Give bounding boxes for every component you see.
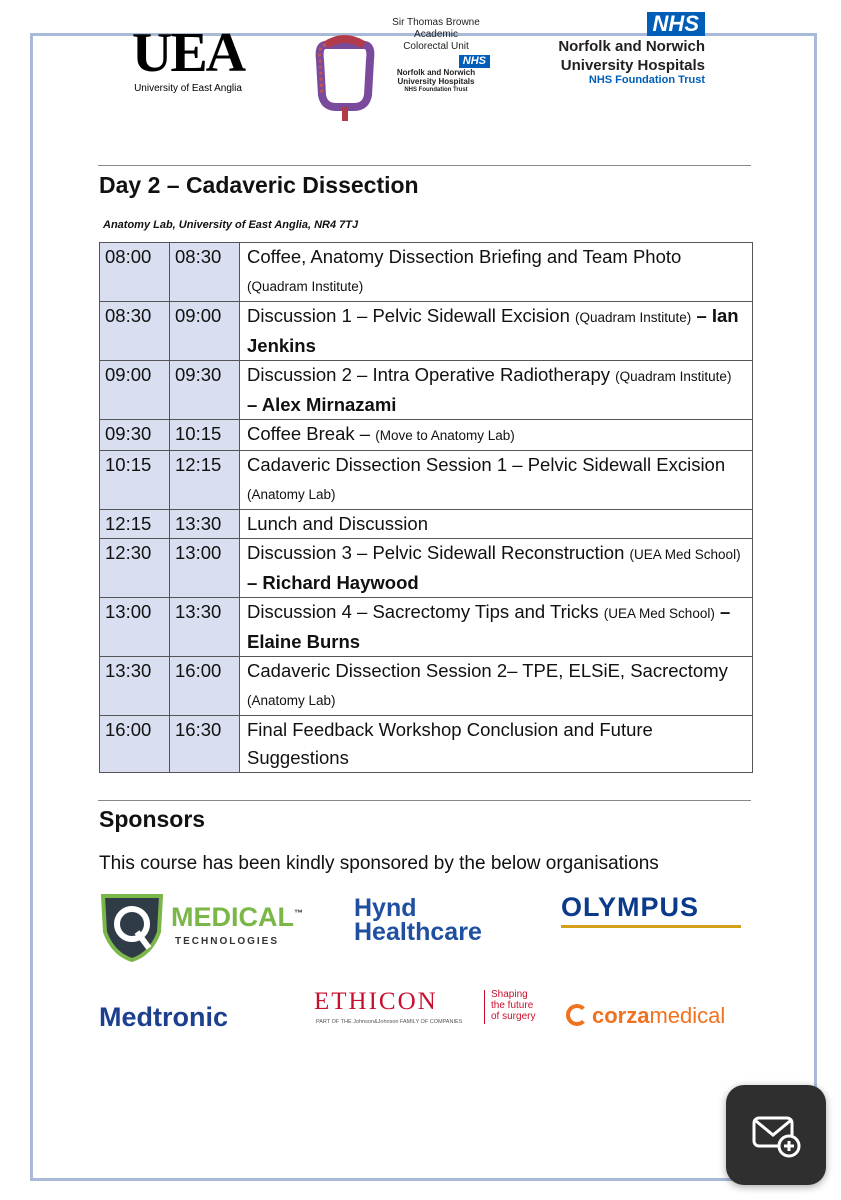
ethicon-sub: PART OF THE Johnson&Johnson FAMILY OF COMPANIES: [316, 1019, 463, 1025]
end-time: 09:30: [170, 361, 240, 420]
end-time: 12:15: [170, 451, 240, 510]
session-title: Final Feedback Workshop Conclusion and Future Suggestions: [247, 719, 653, 768]
ethicon-tag1: Shaping: [491, 989, 528, 1000]
divider-sponsors: [98, 800, 751, 801]
ethicon-tag3: of surgery: [491, 1011, 536, 1022]
corza-ring-icon: [566, 1004, 588, 1026]
nnuh-logo: [505, 12, 705, 87]
stb-colorectal-logo: [308, 15, 488, 135]
stb-line6: NHS Foundation Trust: [404, 87, 468, 93]
schedule-row: [100, 243, 753, 302]
ethicon-divider: [484, 990, 485, 1024]
end-time: 16:00: [170, 657, 240, 716]
olympus-bar: [561, 925, 741, 928]
session-title: Discussion 3 – Pelvic Sidewall Reconstruction: [247, 542, 625, 563]
session-description: [240, 420, 753, 451]
session-speaker: – Ian Jenkins: [247, 305, 739, 356]
day-title: Day 2 – Cadaveric Dissection: [99, 172, 419, 198]
schedule-row: [100, 657, 753, 716]
nnuh-line3: NHS Foundation Trust: [588, 74, 705, 86]
uea-logo: [128, 22, 248, 94]
start-time: 09:30: [100, 420, 170, 451]
q-shield-icon: [99, 892, 165, 962]
schedule-row: [100, 510, 753, 539]
start-time: 16:00: [100, 716, 170, 773]
end-time: 13:30: [170, 598, 240, 657]
end-time: 09:00: [170, 302, 240, 361]
divider-top: [98, 165, 751, 166]
start-time: 09:00: [100, 361, 170, 420]
start-time: 13:00: [100, 598, 170, 657]
session-location: (Quadram Institute): [247, 279, 364, 294]
schedule-row: [100, 598, 753, 657]
mail-add-icon: [751, 1110, 801, 1160]
session-location: (Anatomy Lab): [247, 487, 336, 502]
session-title: Discussion 4 – Sacrectomy Tips and Tricks: [247, 601, 599, 622]
ethicon-word: ETHICON: [314, 988, 438, 1015]
hynd-line2: Healthcare: [354, 918, 482, 946]
session-title: Coffee Break –: [247, 423, 371, 444]
stb-line4: Norfolk and Norwich: [396, 68, 476, 77]
sponsors-intro: This course has been kindly sponsored by the below organisations: [99, 853, 659, 874]
session-location: (Anatomy Lab): [247, 693, 336, 708]
nnuh-nhs-badge: NHS: [647, 12, 705, 36]
session-location: (UEA Med School): [603, 606, 715, 621]
session-title: Coffee, Anatomy Dissection Briefing and Team Photo: [247, 246, 682, 267]
schedule-row: [100, 420, 753, 451]
schedule-row: [100, 361, 753, 420]
q-medical-sub: TECHNOLOGIES: [175, 936, 280, 947]
q-medical-logo: [99, 892, 303, 964]
sponsors-title: Sponsors: [99, 806, 206, 832]
start-time: 13:30: [100, 657, 170, 716]
stb-line5: University Hospitals: [397, 77, 475, 86]
nnuh-line2: University Hospitals: [560, 57, 705, 74]
session-title: Lunch and Discussion: [247, 513, 428, 534]
start-time: 08:00: [100, 243, 170, 302]
stb-line3: Colorectal Unit: [403, 41, 469, 52]
session-description: [240, 598, 753, 657]
session-location: (Quadram Institute): [615, 369, 732, 384]
corza-medical-logo: [566, 1003, 725, 1029]
session-location: (Move to Anatomy Lab): [375, 428, 515, 443]
session-description: [240, 302, 753, 361]
stb-nhs-badge: NHS: [459, 55, 490, 68]
header-logos: [0, 0, 841, 150]
medtronic-logo: Medtronic: [99, 1002, 229, 1032]
session-title: Cadaveric Dissection Session 1 – Pelvic Sidewall Excision: [247, 454, 726, 475]
session-speaker: – Richard Haywood: [247, 572, 419, 593]
q-medical-word: [171, 902, 303, 933]
stb-text: [382, 17, 490, 95]
start-time: 08:30: [100, 302, 170, 361]
schedule-row: [100, 302, 753, 361]
session-description: [240, 657, 753, 716]
session-description: [240, 539, 753, 598]
hynd-healthcare-logo: [354, 896, 482, 944]
end-time: 13:00: [170, 539, 240, 598]
olympus-word: OLYMPUS: [561, 892, 700, 922]
corza-rest: medical: [649, 1003, 726, 1028]
session-title: Cadaveric Dissection Session 2– TPE, ELSiE, Sacrectomy: [247, 660, 728, 681]
session-location: (Quadram Institute): [575, 310, 692, 325]
start-time: 12:15: [100, 510, 170, 539]
session-description: [240, 510, 753, 539]
stb-line1: Sir Thomas Browne: [392, 17, 480, 28]
schedule-row: [100, 451, 753, 510]
uea-mark-text: UEA: [131, 22, 245, 84]
stb-line2: Academic: [414, 29, 458, 40]
start-time: 10:15: [100, 451, 170, 510]
ethicon-tag2: the future: [491, 1000, 534, 1011]
end-time: 13:30: [170, 510, 240, 539]
session-description: [240, 716, 753, 773]
schedule-table: [99, 242, 753, 773]
end-time: 10:15: [170, 420, 240, 451]
schedule-row: [100, 539, 753, 598]
session-title: Discussion 1 – Pelvic Sidewall Excision: [247, 305, 570, 326]
olympus-logo: [561, 892, 741, 928]
hynd-line1: Hynd: [354, 894, 417, 922]
uea-mark: [128, 22, 248, 84]
schedule-body: [100, 243, 753, 773]
session-description: [240, 361, 753, 420]
venue: Anatomy Lab, University of East Anglia, NR4 7TJ: [103, 219, 359, 231]
session-description: [240, 243, 753, 302]
colon-illustration-icon: [308, 15, 382, 125]
start-time: 12:30: [100, 539, 170, 598]
session-speaker: – Alex Mirnazami: [247, 394, 397, 415]
nnuh-line1: Norfolk and Norwich: [558, 38, 705, 55]
q-medical-tm: ™: [294, 908, 303, 918]
session-speaker: – Elaine Burns: [247, 601, 731, 652]
session-title: Discussion 2 – Intra Operative Radiotherapy: [247, 364, 610, 385]
ethicon-logo: [314, 988, 544, 1028]
session-description: [240, 451, 753, 510]
schedule-row: [100, 716, 753, 773]
session-location: (UEA Med School): [629, 547, 741, 562]
end-time: 08:30: [170, 243, 240, 302]
uea-subtitle: University of East Anglia: [134, 83, 242, 94]
corza-bold: corza: [592, 1003, 650, 1028]
q-medical-text: MEDICAL: [171, 902, 294, 932]
end-time: 16:30: [170, 716, 240, 773]
ethicon-tagline: [491, 989, 535, 1022]
add-mail-button[interactable]: [726, 1085, 826, 1185]
